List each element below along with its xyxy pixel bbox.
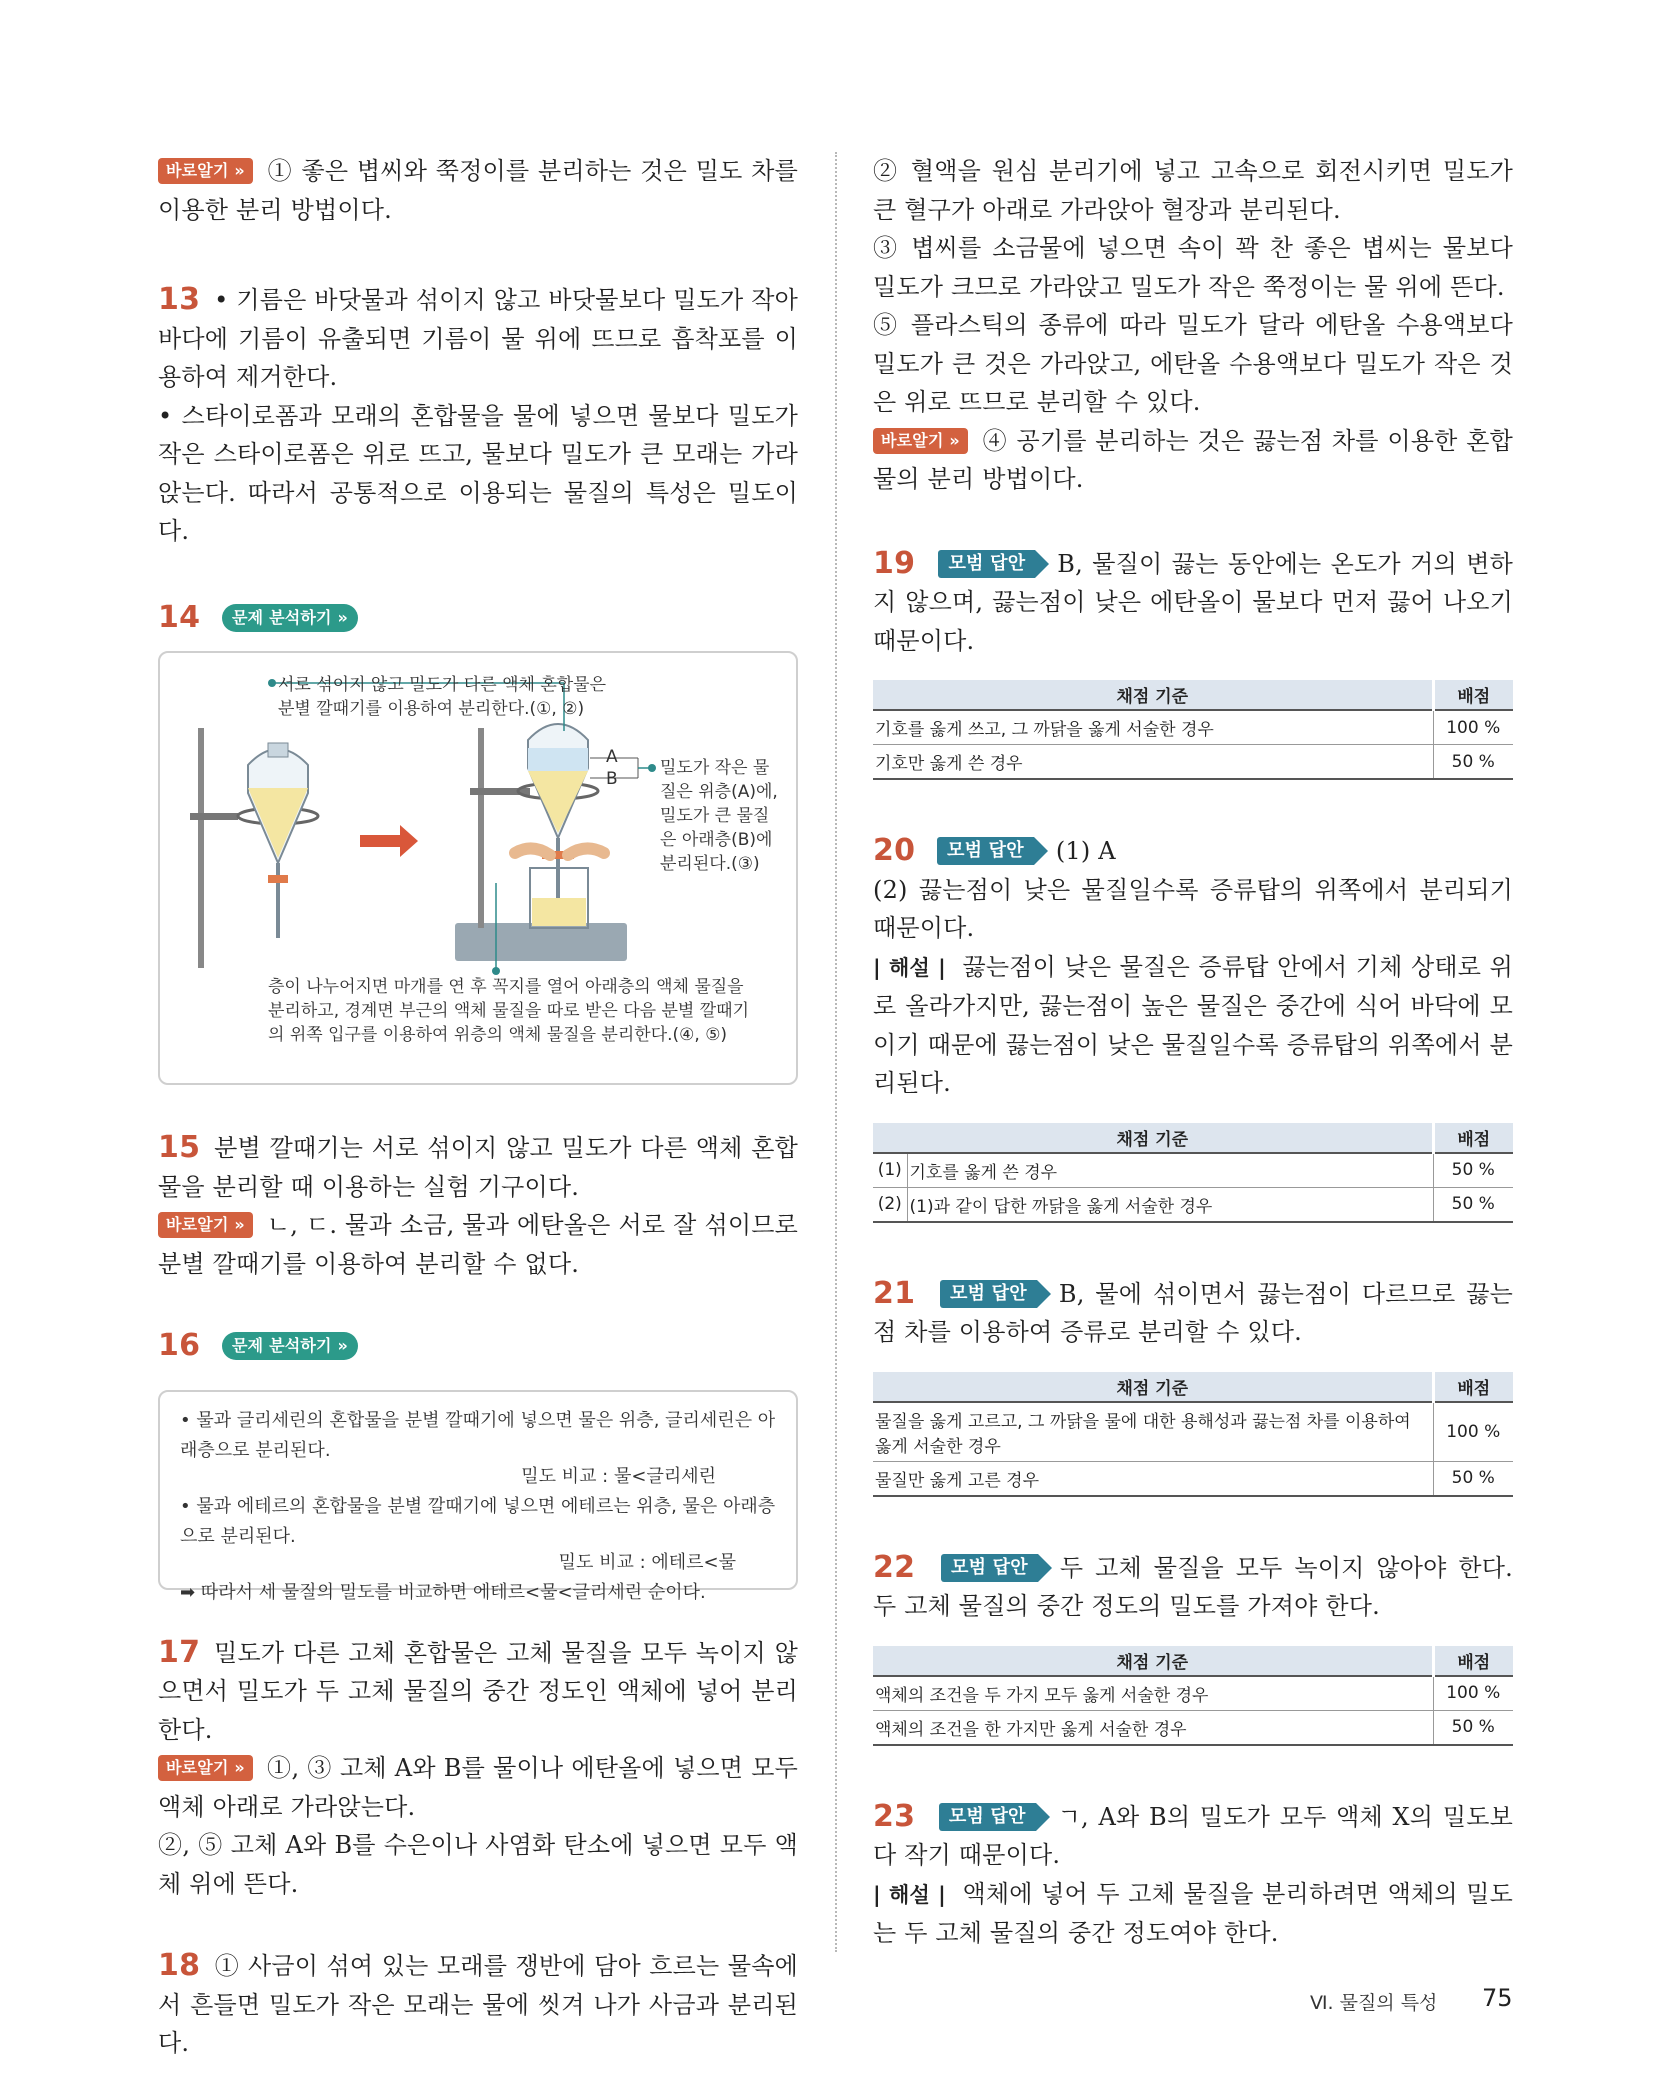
q16-number: 16 xyxy=(158,1328,201,1363)
question-20 xyxy=(873,832,1513,1223)
analysis-tag: 문제 분석하기 » xyxy=(222,1332,358,1360)
right-column xyxy=(873,152,1513,1953)
q16-line3: ➡ 따라서 세 물질의 밀도를 비교하면 에테르<물<글리세린 순이다. xyxy=(180,1581,706,1603)
separatory-funnel-figure xyxy=(158,651,798,1085)
fig14-note-top: 서로 섞이지 않고 밀도가 다른 액체 혼합물은 분별 깔때기를 이용하여 분리한다.(①, ②) xyxy=(278,675,607,719)
q18-baro-text: ④ 공기를 분리하는 것은 끓는점 차를 이용한 혼합물의 분리 방법이다. xyxy=(873,426,1513,493)
table-row xyxy=(873,1710,1513,1745)
stand-rod-right xyxy=(478,728,484,928)
question-21 xyxy=(873,1275,1513,1497)
q17-baro-text: ①, ③ 고체 A와 B를 물이나 에탄올에 넣으면 모두 액체 아래로 가라앉는다. xyxy=(158,1754,798,1821)
arrow-icon xyxy=(360,825,418,857)
question-18 xyxy=(158,1947,798,2063)
criteria-cell: 액체의 조건을 한 가지만 옳게 서술한 경우 xyxy=(873,1710,1433,1745)
q20-number: 20 xyxy=(873,833,916,868)
q16-note1: 밀도 비교 : 물<글리세린 xyxy=(521,1465,716,1487)
criteria-header: 채점 기준 xyxy=(873,1123,1433,1153)
table-row xyxy=(873,1402,1513,1462)
q18-number: 18 xyxy=(158,1948,201,1983)
funnel-left-stopper xyxy=(268,743,288,757)
q16-line1: • 물과 글리세린의 혼합물을 분별 깔때기에 넣으면 물은 위층, 글리세린은 아래층으로 분리된다. xyxy=(180,1409,776,1461)
q19-answer: B, 물질이 끓는 동안에는 온도가 거의 변하지 않으며, 끓는점이 낮은 에탄올이 물보다 먼저 끓어 나오기 때문이다. xyxy=(873,549,1513,655)
table-row xyxy=(873,745,1513,780)
q19-score-table xyxy=(873,680,1513,780)
explanation-tag: | 해설 | xyxy=(873,1882,947,1907)
column-divider xyxy=(835,152,837,1952)
pointer-dot-top xyxy=(268,679,276,687)
q21-score-table xyxy=(873,1372,1513,1497)
sub-cell: (1) xyxy=(873,1153,907,1188)
criteria-header: 채점 기준 xyxy=(873,1372,1433,1402)
q18-text1: ① 사금이 섞여 있는 모래를 쟁반에 담아 흐르는 물속에서 흔들면 밀도가 작은 모래는 물에 씻겨 나가 사금과 분리된다. xyxy=(158,1952,798,2057)
q14-number: 14 xyxy=(158,599,201,635)
criteria-cell: 물질을 옳게 고르고, 그 까닭을 물에 대한 용해성과 끓는점 차를 이용하여 옳게 서술한 경우 xyxy=(873,1402,1433,1462)
label-a: A xyxy=(606,747,618,767)
q22-score-table xyxy=(873,1646,1513,1746)
stand-clamp-left xyxy=(190,813,238,820)
table-row xyxy=(873,1461,1513,1496)
points-header: 배점 xyxy=(1433,1123,1513,1153)
chapter-footer: Ⅵ. 물질의 특성 xyxy=(1310,1992,1438,2014)
q21-answer: B, 물에 섞이면서 끓는점이 다르므로 끓는점 차를 이용하여 증류로 분리할 수 있다. xyxy=(873,1279,1513,1346)
criteria-header: 채점 기준 xyxy=(873,680,1433,710)
q20-score-table xyxy=(873,1123,1513,1223)
q15-text: 분별 깔때기는 서로 섞이지 않고 밀도가 다른 액체 혼합물을 분리할 때 이용하는 실험 기구이다. xyxy=(158,1134,798,1201)
fig14-note-right: 밀도가 작은 물질은 위층(A)에, 밀도가 큰 물질은 아래층(B)에 분리된다.(③) xyxy=(660,758,778,874)
points-header: 배점 xyxy=(1433,1372,1513,1402)
model-answer-tag: 모범 답안 xyxy=(938,550,1035,578)
q17-number: 17 xyxy=(158,1634,201,1670)
model-answer-tag: 모범 답안 xyxy=(941,1554,1038,1582)
question-22 xyxy=(873,1549,1513,1746)
model-answer-tag: 모범 답안 xyxy=(939,1803,1036,1831)
q23-explain: 액체에 넣어 두 고체 물질을 분리하려면 액체의 밀도는 두 고체 물질의 중간 정도여야 한다. xyxy=(873,1879,1513,1947)
baro-tag: 바로알기 » xyxy=(158,1755,253,1781)
baro-tag: 바로알기 » xyxy=(158,158,253,184)
hand-left xyxy=(515,848,550,855)
table-row xyxy=(873,710,1513,745)
beaker-liquid xyxy=(532,898,586,926)
q13-number: 13 xyxy=(158,282,201,317)
q12-baro-text: ① 좋은 볍씨와 쭉정이를 분리하는 것은 밀도 차를 이용한 분리 방법이다. xyxy=(158,157,798,224)
q15-number: 15 xyxy=(158,1130,201,1165)
q23-answer: ㄱ, A와 B의 밀도가 모두 액체 X의 밀도보다 작기 때문이다. xyxy=(873,1802,1513,1869)
question-19 xyxy=(873,545,1513,781)
q20-explain: 끓는점이 낮은 물질은 증류탑 안에서 기체 상태로 위로 올라가지만, 끓는점이 높은 물질은 중간에 식어 바닥에 모이기 때문에 끓는점이 낮은 물질일수록 증류탑의 위쪽에서 분리된다. xyxy=(873,952,1513,1097)
analysis-tag: 문제 분석하기 » xyxy=(222,604,358,632)
q15-baro-text: ㄴ, ㄷ. 물과 소금, 물과 에탄올은 서로 잘 섞이므로 분별 깔때기를 이용하여 분리할 수 없다. xyxy=(158,1211,798,1278)
q22-answer: 두 고체 물질을 모두 녹이지 않아야 한다. 두 고체 물질의 중간 정도의 밀도를 가져야 한다. xyxy=(873,1553,1513,1620)
left-column xyxy=(158,152,798,2063)
points-cell: 100 % xyxy=(1433,1676,1513,1711)
criteria-cell: 기호를 옳게 쓰고, 그 까닭을 옳게 서술한 경우 xyxy=(873,710,1433,745)
q17-text: 밀도가 다른 고체 혼합물은 고체 물질을 모두 녹이지 않으면서 밀도가 두 고체 물질의 중간 정도인 액체에 넣어 분리한다. xyxy=(158,1638,798,1744)
pointer-dot-right xyxy=(648,764,656,772)
criteria-cell: 물질만 옳게 고른 경우 xyxy=(873,1461,1433,1496)
model-answer-tag: 모범 답안 xyxy=(940,1280,1037,1308)
baro-tag: 바로알기 » xyxy=(873,428,968,454)
question-15 xyxy=(158,1129,798,1283)
points-cell: 50 % xyxy=(1433,745,1513,780)
q23-number: 23 xyxy=(873,1798,916,1834)
hand-right xyxy=(568,848,604,855)
criteria-cell: 기호를 옳게 쓴 경우 xyxy=(907,1153,1433,1188)
q19-number: 19 xyxy=(873,545,916,581)
q20-answer2: (2) 끓는점이 낮은 물질일수록 증류탑의 위쪽에서 분리되기 때문이다. xyxy=(873,875,1513,942)
question-14 xyxy=(158,599,798,1086)
q13-text2: • 스타이로폼과 모래의 혼합물을 물에 넣으면 물보다 밀도가 작은 스타이로폼은 위로 뜨고, 물보다 밀도가 큰 모래는 가라앉는다. 따라서 공통적으로 이용되는 물질의 특성은 밀도이다. xyxy=(158,401,798,545)
layer-b-liquid xyxy=(528,771,588,833)
funnel-left-stopcock xyxy=(268,875,288,883)
fig14-note-bottom: 층이 나누어지면 마개를 연 후 꼭지를 열어 아래층의 액체 물질을 분리하고, 경계면 부근의 액체 물질을 따로 받은 다음 분별 깔때기의 위쪽 입구를 이용하여 위층의 액체 물질을 분리한다.(④, ⑤) xyxy=(268,977,750,1045)
q13-text1: • 기름은 바닷물과 섞이지 않고 바닷물보다 밀도가 작아 바다에 기름이 유출되면 기름이 물 위에 뜨므로 흡착포를 이용하여 제거한다. xyxy=(158,286,798,391)
q16-note2: 밀도 비교 : 에테르<물 xyxy=(558,1551,736,1573)
q22-number: 22 xyxy=(873,1549,916,1585)
label-b: B xyxy=(606,769,618,789)
page-number: 75 xyxy=(1482,1984,1513,2012)
table-row xyxy=(873,1153,1513,1188)
q12-tail xyxy=(158,152,798,229)
points-header: 배점 xyxy=(1433,1646,1513,1676)
q16-line2: • 물과 에테르의 혼합물을 분별 깔때기에 넣으면 에테르는 위층, 물은 아래층으로 분리된다. xyxy=(180,1495,776,1547)
model-answer-tag: 모범 답안 xyxy=(937,837,1034,865)
question-16 xyxy=(158,1327,798,1603)
question-17 xyxy=(158,1634,798,1904)
q17-extra: ②, ⑤ 고체 A와 B를 수은이나 사염화 탄소에 넣으면 모두 액체 위에 뜬다. xyxy=(158,1831,798,1898)
layer-a-liquid xyxy=(528,748,588,771)
explanation-tag: | 해설 | xyxy=(873,955,947,980)
criteria-cell: (1)과 같이 답한 까닭을 옳게 서술한 경우 xyxy=(907,1187,1433,1222)
question-13 xyxy=(158,281,798,551)
points-cell: 50 % xyxy=(1433,1461,1513,1496)
points-cell: 50 % xyxy=(1433,1187,1513,1222)
pointer-dot-bottom xyxy=(492,967,500,975)
density-analysis-box xyxy=(158,1390,798,1603)
table-row xyxy=(873,1676,1513,1711)
q18-text3: ③ 볍씨를 소금물에 넣으면 속이 꽉 찬 좋은 볍씨는 물보다 밀도가 크므로 가라앉고 밀도가 작은 쭉정이는 물 위에 뜬다. xyxy=(873,234,1513,301)
sub-cell: (2) xyxy=(873,1187,907,1222)
q18-text2: ② 혈액을 원심 분리기에 넣고 고속으로 회전시키면 밀도가 큰 혈구가 아래로 가라앉아 혈장과 분리된다. xyxy=(873,157,1513,224)
points-header: 배점 xyxy=(1433,680,1513,710)
points-cell: 50 % xyxy=(1433,1710,1513,1745)
q20-answer1: (1) A xyxy=(1055,837,1116,865)
question-23 xyxy=(873,1798,1513,1953)
points-cell: 100 % xyxy=(1433,710,1513,745)
table-row xyxy=(873,1187,1513,1222)
criteria-cell: 기호만 옳게 쓴 경우 xyxy=(873,745,1433,780)
criteria-header: 채점 기준 xyxy=(873,1646,1433,1676)
q21-number: 21 xyxy=(873,1275,916,1311)
stand-rod-left xyxy=(198,728,204,968)
points-cell: 50 % xyxy=(1433,1153,1513,1188)
points-cell: 100 % xyxy=(1433,1402,1513,1462)
baro-tag: 바로알기 » xyxy=(158,1212,253,1238)
q18-text4: ⑤ 플라스틱의 종류에 따라 밀도가 달라 에탄올 수용액보다 밀도가 큰 것은 가라앉고, 에탄올 수용액보다 밀도가 작은 것은 위로 뜨므로 분리할 수 있다. xyxy=(873,311,1513,416)
criteria-cell: 액체의 조건을 두 가지 모두 옳게 서술한 경우 xyxy=(873,1676,1433,1711)
